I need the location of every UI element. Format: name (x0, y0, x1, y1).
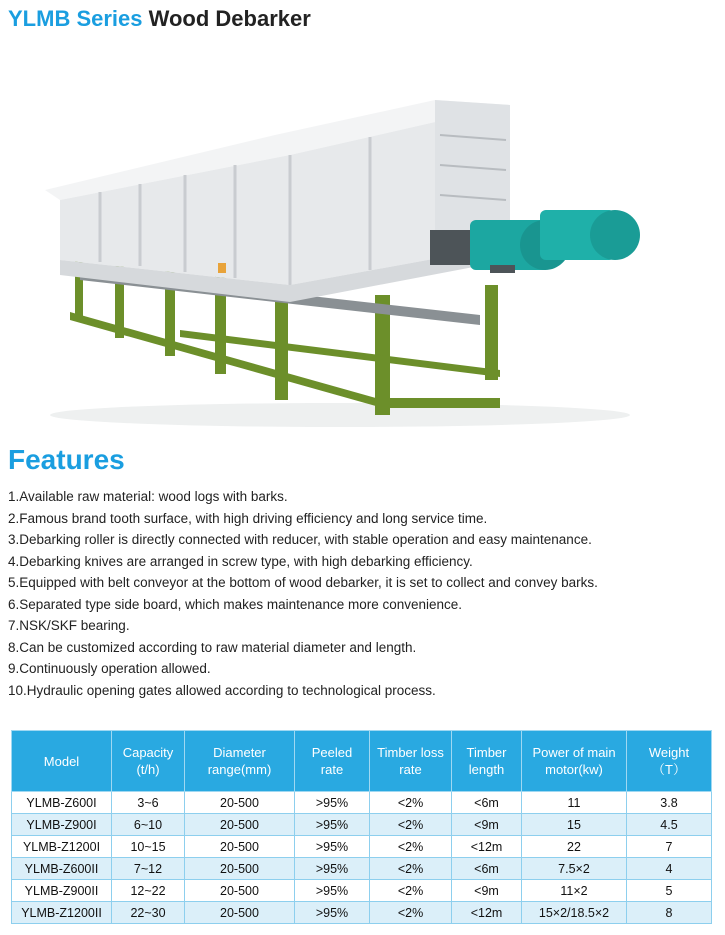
feature-item: 9.Continuously operation allowed. (8, 661, 211, 676)
cell-motor-power: 11×2 (522, 880, 627, 902)
table-row (12, 880, 712, 902)
cell-timber-loss: <2% (370, 880, 452, 902)
cell-motor-power: 22 (522, 836, 627, 858)
cell-diameter: 20-500 (185, 858, 295, 880)
table-row (12, 814, 712, 836)
cell-capacity: 6~10 (112, 814, 185, 836)
cell-peeled-rate: >95% (295, 858, 370, 880)
cell-model: YLMB-Z600I (12, 792, 112, 814)
cell-weight: 4.5 (627, 814, 712, 836)
table-row (12, 792, 712, 814)
feature-item: 2.Famous brand tooth surface, with high driving efficiency and long service time. (8, 510, 488, 526)
feature-item: 5.Equipped with belt conveyor at the bottom of wood debarker, it is set to collect and convey barks. (8, 575, 598, 590)
floor-shadow (50, 403, 630, 427)
col-header-diameter: Diameter range(mm) (185, 731, 295, 792)
col-header-timber-loss: Timber loss rate (370, 731, 452, 792)
cell-diameter: 20-500 (185, 814, 295, 836)
cell-capacity: 22~30 (112, 902, 185, 924)
cell-peeled-rate: >95% (295, 836, 370, 858)
cell-weight: 7 (627, 836, 712, 858)
feature-item: 6.Separated type side board, which makes maintenance more convenience. (8, 596, 463, 612)
features-list (8, 486, 718, 701)
page-title (8, 6, 311, 32)
spec-table (11, 730, 712, 924)
col-header-timber-length: Timber length (452, 731, 522, 792)
cell-timber-loss: <2% (370, 836, 452, 858)
cell-diameter: 20-500 (185, 880, 295, 902)
table-row (12, 836, 712, 858)
col-header-motor-power: Power of main motor(kw) (522, 731, 627, 792)
cell-timber-length: <12m (452, 902, 522, 924)
cell-model: YLMB-Z900II (12, 880, 112, 902)
title-series: YLMB Series (8, 6, 143, 31)
col-header-capacity: Capacity (t/h) (112, 731, 185, 792)
cell-motor-power: 15×2/18.5×2 (522, 902, 627, 924)
cell-weight: 8 (627, 902, 712, 924)
cell-diameter: 20-500 (185, 902, 295, 924)
cell-capacity: 10~15 (112, 836, 185, 858)
cell-motor-power: 15 (522, 814, 627, 836)
cell-model: YLMB-Z900I (12, 814, 112, 836)
feature-item: 3.Debarking roller is directly connected with reducer, with stable operation and easy maintenance. (8, 532, 592, 547)
cell-timber-length: <12m (452, 836, 522, 858)
cell-weight: 4 (627, 858, 712, 880)
col-header-model: Model (12, 731, 112, 792)
cell-timber-length: <6m (452, 858, 522, 880)
cell-peeled-rate: >95% (295, 792, 370, 814)
cell-timber-length: <9m (452, 880, 522, 902)
feature-item: 8.Can be customized according to raw material diameter and length. (8, 639, 417, 655)
cell-model: YLMB-Z600II (12, 858, 112, 880)
debarker-body (45, 100, 510, 302)
cell-timber-loss: <2% (370, 792, 452, 814)
title-product-name: Wood Debarker (148, 6, 311, 31)
cell-peeled-rate: >95% (295, 880, 370, 902)
cell-timber-loss: <2% (370, 814, 452, 836)
cell-peeled-rate: >95% (295, 814, 370, 836)
feature-item: 4.Debarking knives are arranged in screw type, with high debarking efficiency. (8, 553, 473, 569)
table-row (12, 858, 712, 880)
cell-timber-length: <9m (452, 814, 522, 836)
cell-capacity: 7~12 (112, 858, 185, 880)
cell-model: YLMB-Z1200I (12, 836, 112, 858)
feature-item: 10.Hydraulic opening gates allowed according to technological process. (8, 682, 436, 698)
cell-timber-loss: <2% (370, 902, 452, 924)
features-heading: Features (8, 444, 125, 475)
feature-item: 1.Available raw material: wood logs with barks. (8, 489, 288, 504)
cell-timber-loss: <2% (370, 858, 452, 880)
cell-weight: 3.8 (627, 792, 712, 814)
cell-diameter: 20-500 (185, 792, 295, 814)
col-header-weight: Weight （T） (627, 731, 712, 792)
cell-capacity: 12~22 (112, 880, 185, 902)
table-header-row (12, 731, 712, 792)
table-row (12, 902, 712, 924)
cell-motor-power: 11 (522, 792, 627, 814)
machine-photo (40, 80, 660, 440)
cell-diameter: 20-500 (185, 836, 295, 858)
cell-peeled-rate: >95% (295, 902, 370, 924)
cell-weight: 5 (627, 880, 712, 902)
cell-timber-length: <6m (452, 792, 522, 814)
col-header-peeled-rate: Peeled rate (295, 731, 370, 792)
cell-capacity: 3~6 (112, 792, 185, 814)
feature-item: 7.NSK/SKF bearing. (8, 618, 130, 633)
cell-motor-power: 7.5×2 (522, 858, 627, 880)
cell-model: YLMB-Z1200II (12, 902, 112, 924)
